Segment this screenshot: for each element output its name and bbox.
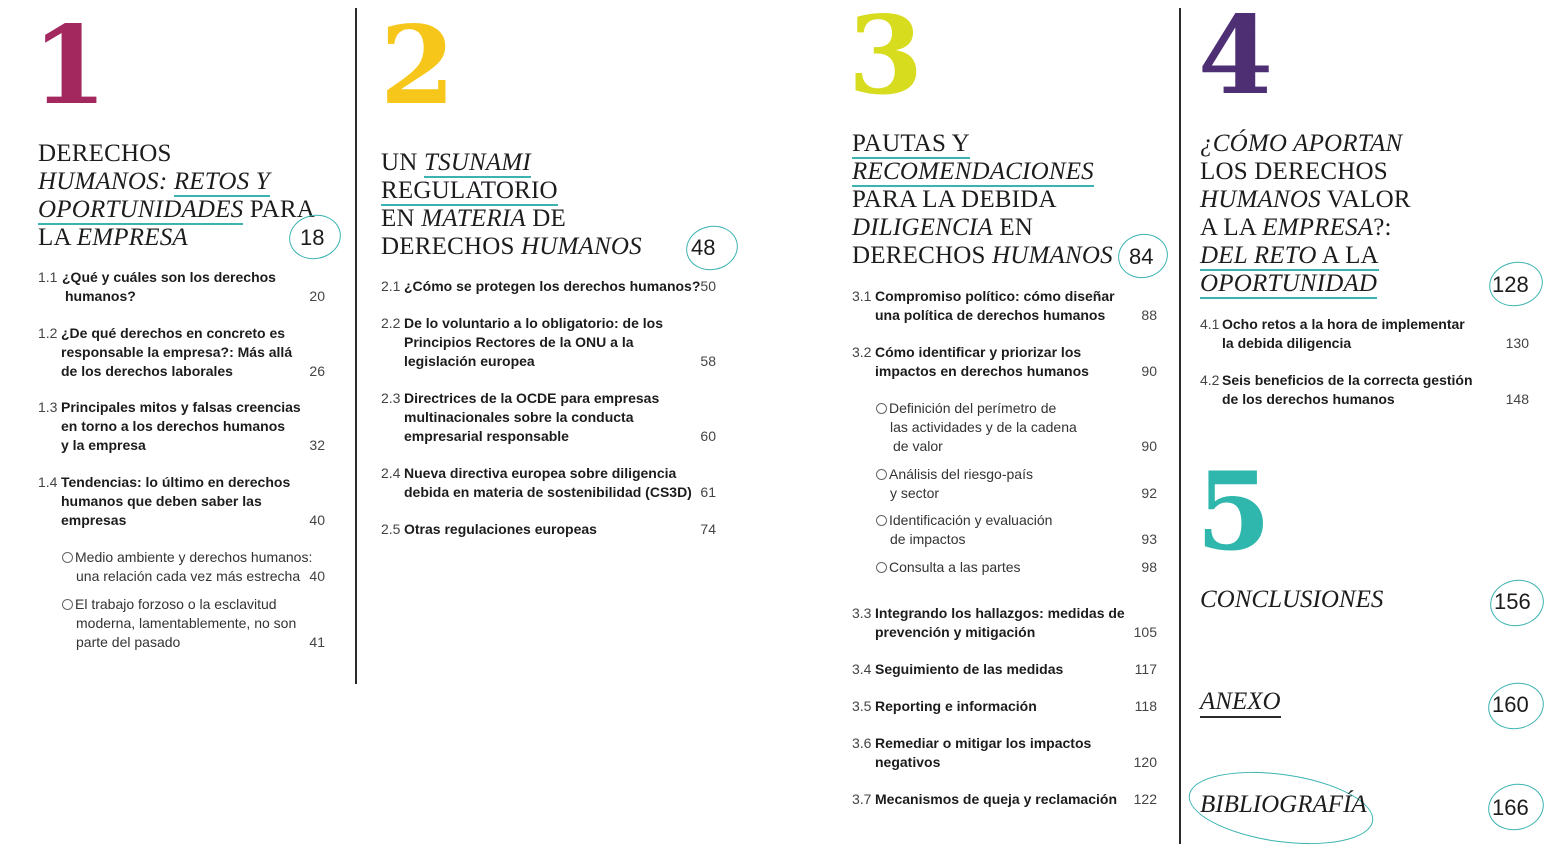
chapter-4-title[interactable]: ¿CÓMO APORTAN LOS DERECHOS HUMANOS VALOR A LA EMPRESA?: DEL RETO A LA OPORTUNIDAD [1200, 130, 1411, 297]
chapter-4-page: 128 [1492, 272, 1529, 297]
chapter-2-number: 2 [380, 3, 456, 129]
chapter-5-title[interactable]: CONCLUSIONES [1200, 586, 1384, 613]
chapter-3-number: 3 [848, 0, 924, 119]
column-divider-3 [1179, 8, 1181, 844]
anexo-page: 160 [1492, 692, 1529, 717]
bullet-circle-icon [62, 552, 73, 563]
anexo-title[interactable]: ANEXO [1200, 688, 1281, 718]
chapter-1-page: 18 [300, 225, 325, 250]
chapter-2-title[interactable]: UN TSUNAMI REGULATORIO EN MATERIA DE DERECHOS HUMANOS [381, 149, 642, 260]
bullet-circle-icon [62, 599, 73, 610]
bibliografia-page: 166 [1492, 795, 1529, 820]
chapter-3-title[interactable]: PAUTAS Y RECOMENDACIONES PARA LA DEBIDA DILIGENCIA EN DERECHOS HUMANOS [852, 130, 1113, 269]
chapter-5-page: 156 [1494, 589, 1531, 614]
bullet-circle-icon [876, 515, 887, 526]
chapter-2-page: 48 [691, 235, 716, 260]
chapter-1-title[interactable]: DERECHOS HUMANOS: RETOS Y OPORTUNIDADES PARA LA EMPRESA [38, 140, 316, 251]
column-divider-1 [355, 8, 357, 684]
chapter-3-page: 84 [1129, 244, 1154, 269]
chapter-5-number: 5 [1196, 449, 1272, 575]
bullet-circle-icon [876, 562, 887, 573]
chapter-1-number: 1 [32, 3, 108, 129]
bibliografia-title[interactable]: BIBLIOGRAFÍA [1200, 791, 1367, 818]
chapter-4-number: 4 [1198, 0, 1274, 119]
bullet-circle-icon [876, 403, 887, 414]
bullet-circle-icon [876, 469, 887, 480]
